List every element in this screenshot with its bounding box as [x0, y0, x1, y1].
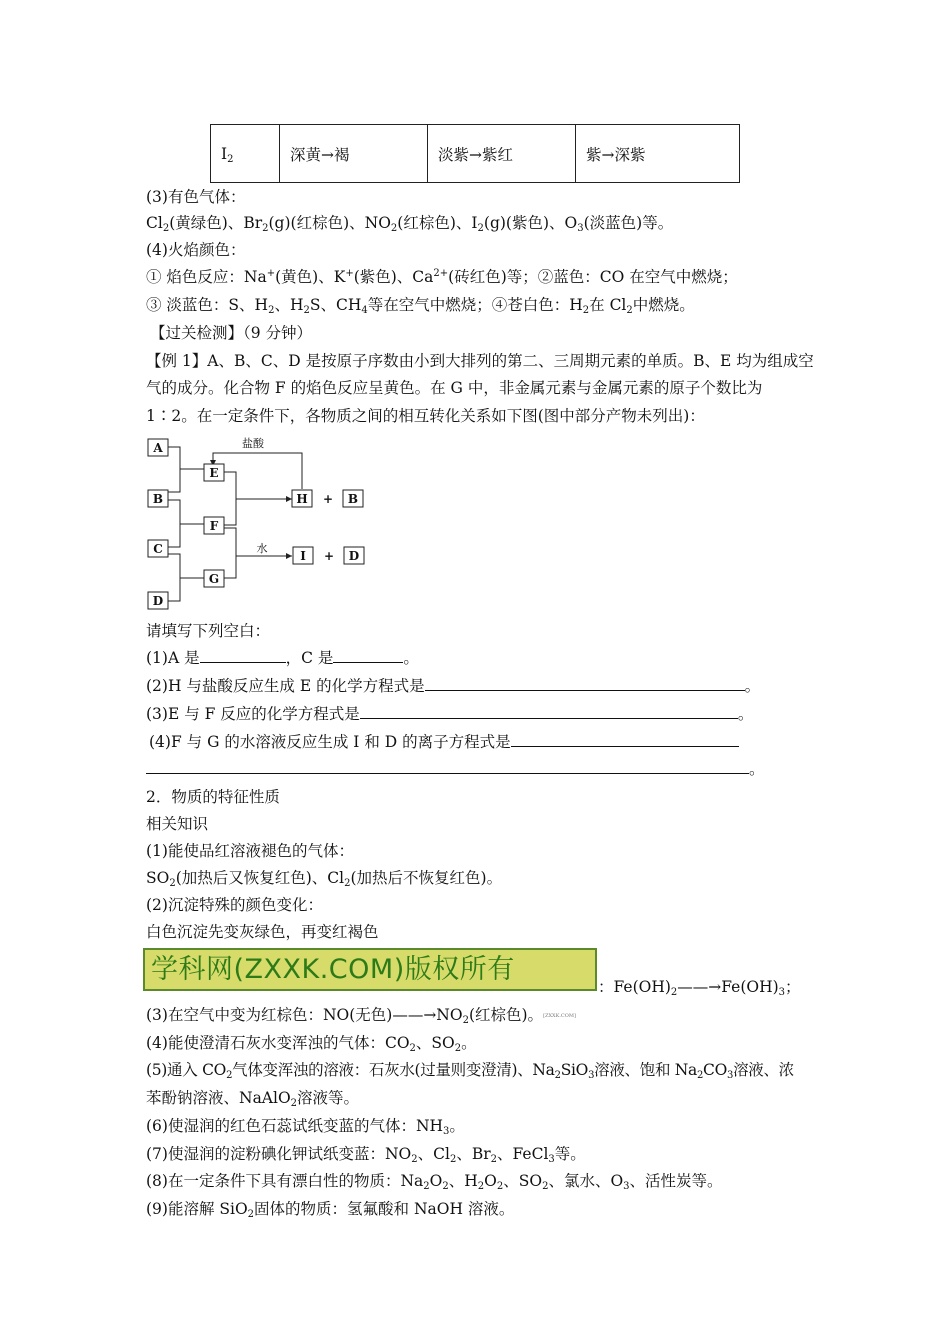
sub: 3	[588, 1070, 595, 1081]
sub: 2	[477, 1181, 485, 1192]
connector-hcl	[213, 453, 302, 489]
sub: 2	[462, 1015, 469, 1026]
text: ，C 是	[285, 649, 334, 667]
reaction-diagram	[144, 432, 374, 614]
text: 、SO	[503, 1172, 543, 1190]
question-1	[146, 647, 419, 669]
table-cell: 紫→深紫	[576, 125, 740, 183]
answer-blank[interactable]	[200, 648, 286, 663]
connector	[168, 554, 180, 601]
text: 。	[461, 1034, 477, 1052]
sup: +	[345, 268, 354, 279]
copyright-watermark: 学科网(ZXXK.COM)版权所有	[143, 948, 597, 991]
p6-text	[146, 1115, 465, 1137]
table-cell: 深黄→褐	[280, 125, 428, 183]
text: 、氯水、O	[548, 1172, 624, 1190]
question-2	[146, 675, 760, 697]
s3-heading: (3)有色气体：	[146, 188, 246, 206]
sub: 2	[442, 1181, 449, 1192]
text: (红棕色)、	[397, 214, 472, 232]
p4-text	[146, 1032, 477, 1054]
p3-text	[146, 1004, 576, 1027]
text: (6)使湿润的红色石蕊试纸变蓝的气体：NH	[146, 1117, 444, 1135]
text: (5)通入 CO	[146, 1061, 227, 1079]
box-label: H	[296, 492, 308, 506]
p7-text	[146, 1143, 586, 1165]
sub: 2	[303, 305, 310, 316]
text: 、Br	[456, 1145, 491, 1163]
text: (淡蓝色)等。	[583, 214, 674, 232]
sub: 2	[496, 1181, 504, 1192]
sub: 2	[696, 1070, 704, 1081]
table-row	[211, 125, 740, 183]
arrow-head	[286, 496, 292, 502]
sub: 3	[778, 987, 786, 998]
text: 溶液、饱和 Na	[594, 1061, 697, 1079]
sub: 2	[411, 1154, 418, 1165]
text: 、Cl	[417, 1145, 450, 1163]
s4-heading: (4)火焰颜色：	[146, 241, 246, 259]
sup: 2+	[433, 268, 449, 279]
text: NO	[364, 214, 391, 232]
plus-sign: +	[322, 492, 334, 506]
text: Br	[243, 214, 263, 232]
sub: 2	[162, 223, 170, 234]
text: ——→Fe(OH)	[677, 978, 779, 996]
text: 、H	[448, 1172, 478, 1190]
box-label: B	[347, 492, 359, 506]
example-line-3: 1∶2。在一定条件下，各物质之间的相互转化关系如下图(图中部分产物未列出)：	[146, 407, 705, 425]
text: ③ 淡蓝色：S、H	[146, 296, 269, 314]
example-line-2: 气的成分。化合物 F 的焰色反应呈黄色。在 G 中，非金属元素与金属元素的原子个数比为	[146, 379, 763, 397]
text: 溶液等。	[297, 1089, 360, 1107]
box-label: C	[153, 542, 163, 556]
text: 固体的物质：氢氟酸和 NaOH 溶液。	[254, 1200, 515, 1218]
box-label: F	[209, 519, 219, 533]
box-label: B	[152, 492, 164, 506]
sub: 2	[247, 1209, 255, 1220]
p2-heading: (2)沉淀特殊的颜色变化：	[146, 896, 323, 914]
example-line-1: 【例 1】A、B、C、D 是按原子序数由小到大排列的第二、三周期元素的单质。B、E 均为组成空	[146, 352, 814, 370]
sub: 2	[169, 878, 176, 889]
text: (g)(红棕色)、	[268, 214, 365, 232]
text: 中燃烧。	[632, 296, 695, 314]
text: (红棕色)。	[468, 1006, 544, 1024]
questions-intro: 请填写下列空白：	[146, 622, 271, 640]
sub: 2	[490, 1154, 497, 1165]
sub: 3	[727, 1070, 734, 1081]
p9-text	[146, 1198, 514, 1220]
sub: 2	[582, 305, 590, 316]
text: 、SO	[415, 1034, 455, 1052]
sub: 2	[226, 1070, 233, 1081]
text: (7)使湿润的淀粉碘化钾试纸变蓝：NO	[146, 1145, 412, 1163]
substance-label: I	[221, 144, 228, 163]
text: 、FeCl	[497, 1145, 549, 1163]
answer-blank[interactable]	[425, 676, 745, 691]
text: (加热后又恢复红色)、Cl	[175, 869, 345, 887]
p1-text	[146, 867, 502, 889]
box-label: G	[208, 572, 220, 586]
sub: 3	[623, 1181, 630, 1192]
connector	[224, 472, 236, 525]
box-label: D	[152, 594, 164, 608]
text: (4)F 与 G 的水溶液反应生成 I 和 D 的离子方程式是	[149, 733, 511, 751]
text: 、活性炭等。	[629, 1172, 723, 1190]
text: (砖红色)等；②蓝色：CO 在空气中燃烧；	[448, 268, 738, 286]
text: (g)(紫色)、	[483, 214, 565, 232]
box-label: E	[209, 466, 219, 480]
text: 。	[744, 677, 761, 695]
text: (黄色)、K	[275, 268, 346, 286]
text: 。	[403, 649, 419, 667]
text: O	[484, 1172, 497, 1190]
text: 、H	[274, 296, 304, 314]
text: S、CH	[309, 296, 362, 314]
text: CO	[703, 1061, 728, 1079]
connector	[224, 528, 236, 578]
p5-text-cont	[146, 1087, 359, 1109]
p5-text	[146, 1059, 794, 1081]
sub: 2	[344, 878, 351, 889]
text: 气体变浑浊的溶液：石灰水(过量则变澄清)、Na	[232, 1061, 555, 1079]
sup: +	[266, 268, 276, 279]
text: (黄绿色)、	[169, 214, 244, 232]
p8-text	[146, 1170, 723, 1192]
box-label: I	[300, 549, 306, 563]
sub: 2	[390, 223, 398, 234]
answer-blank[interactable]	[146, 759, 749, 774]
question-4-cont	[146, 758, 765, 780]
sub: 3	[548, 1154, 555, 1165]
text: (3)在空气中变为红棕色：NO(无色)——→NO	[146, 1006, 463, 1024]
sub: 2	[454, 1043, 462, 1054]
text: 。	[749, 760, 765, 778]
color-table	[210, 124, 740, 183]
sub: 2	[670, 987, 678, 998]
sub: 2	[554, 1070, 561, 1081]
text: (紫色)、Ca	[353, 268, 434, 286]
text: 溶液、浓	[733, 1061, 794, 1079]
sub: 2	[268, 305, 275, 316]
text: (2)H 与盐酸反应生成 E 的化学方程式是	[146, 677, 425, 695]
sub: 2	[449, 1154, 457, 1165]
s3-gases	[146, 212, 673, 234]
fe-reaction	[598, 976, 801, 998]
p1-heading: (1)能使品红溶液褪色的气体：	[146, 842, 354, 860]
text: ① 焰色反应：Na	[146, 268, 267, 286]
box-label: A	[153, 441, 163, 455]
text: ；	[785, 978, 801, 996]
s4-line2	[146, 294, 695, 316]
plus-sign: +	[323, 549, 335, 563]
table-cell-substance	[211, 125, 280, 183]
text: ：Fe(OH)	[598, 978, 671, 996]
question-4	[149, 731, 739, 753]
text: (1)A 是	[146, 649, 200, 667]
label-water: 水	[256, 542, 268, 555]
section-2-heading: 2．物质的特征性质	[146, 788, 280, 806]
p2-text: 白色沉淀先变灰绿色，再变红褐色	[146, 923, 379, 941]
text: O	[429, 1172, 443, 1190]
text: 在 Cl	[589, 296, 627, 314]
text: (8)在一定条件下具有漂白性的物质：Na	[146, 1172, 424, 1190]
text: (4)能使澄清石灰水变浑浊的气体：CO	[146, 1034, 410, 1052]
text: SO	[146, 869, 170, 887]
text: (加热后不恢复红色)。	[350, 869, 503, 887]
text: I	[471, 214, 478, 232]
text: 苯酚钠溶液、NaAlO	[146, 1089, 291, 1107]
question-3	[146, 703, 753, 725]
answer-blank[interactable]	[360, 704, 738, 719]
tiny-watermark: [ZXXK.COM]	[543, 1013, 576, 1019]
sub: 3	[443, 1126, 450, 1137]
text: Cl	[146, 214, 163, 232]
box-label: D	[348, 549, 360, 563]
sub: 2	[423, 1181, 430, 1192]
answer-blank[interactable]	[511, 732, 739, 747]
s4-line1	[146, 266, 738, 288]
table-cell: 淡紫→紫红	[428, 125, 576, 183]
sub: 2	[477, 223, 484, 234]
text: 。	[737, 705, 754, 723]
text: 。	[449, 1117, 465, 1135]
sub: 2	[290, 1098, 298, 1109]
check-heading: 【过关检测】（9 分钟）	[150, 324, 313, 342]
sub: 3	[577, 223, 584, 234]
label-hcl: 盐酸	[242, 437, 264, 450]
text: SiO	[560, 1061, 589, 1079]
text: 等在空气中燃烧；④苍白色：H	[367, 296, 583, 314]
sub: 2	[409, 1043, 416, 1054]
connector	[168, 500, 180, 547]
sub: 2	[262, 223, 269, 234]
sub: 4	[361, 305, 368, 316]
arrow-head	[286, 553, 292, 559]
text: 等。	[554, 1145, 586, 1163]
text: O	[564, 214, 578, 232]
sub: 2	[227, 153, 234, 165]
connector	[168, 447, 180, 492]
text: (9)能溶解 SiO	[146, 1200, 248, 1218]
text: (3)E 与 F 反应的化学方程式是	[146, 705, 360, 723]
sub: 2	[626, 305, 633, 316]
answer-blank[interactable]	[333, 648, 403, 663]
section-2-sub: 相关知识	[146, 815, 209, 833]
sub: 2	[542, 1181, 549, 1192]
